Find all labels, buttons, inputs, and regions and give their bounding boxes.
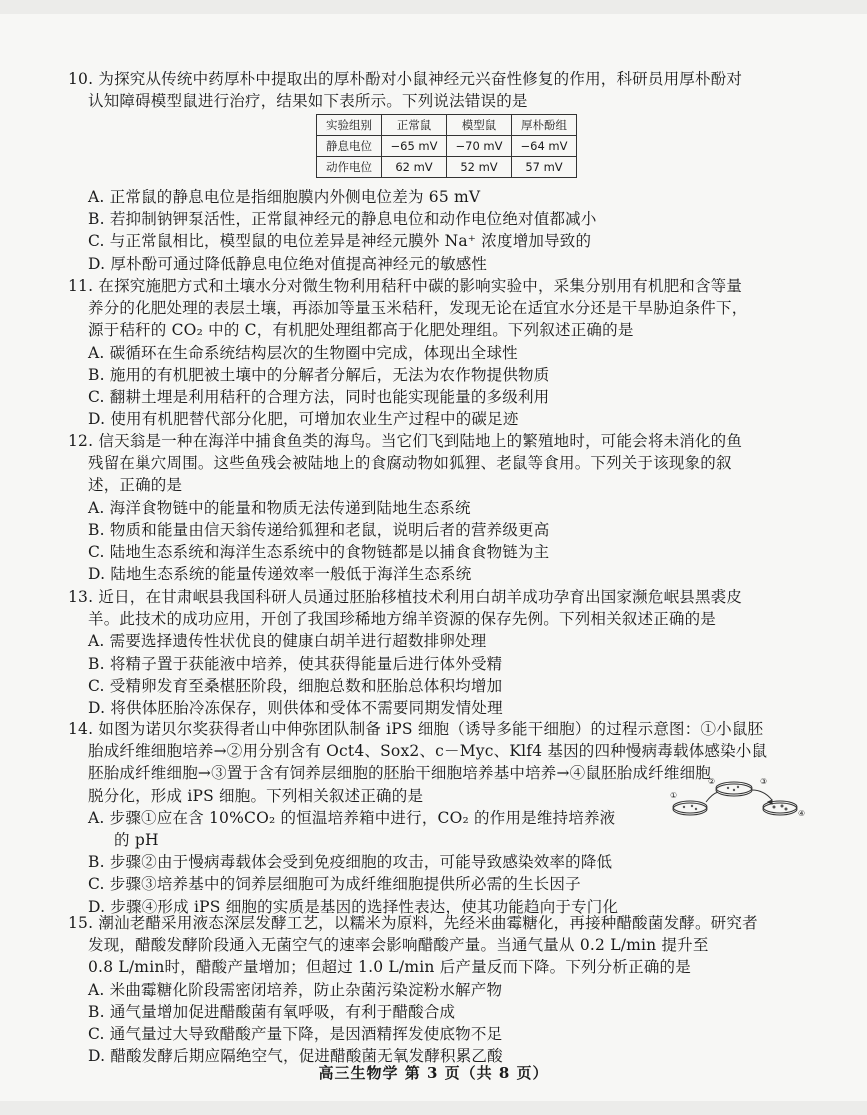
table-cell: −64 mV xyxy=(512,136,577,157)
option-b[interactable]: B. 通气量增加促进醋酸菌有氧呼吸，有利于醋酸合成 xyxy=(88,1002,456,1021)
option-c[interactable]: C. 受精卵发育至桑椹胚阶段，细胞总数和胚胎总体积均增加 xyxy=(88,676,503,695)
option-d[interactable]: D. 使用有机肥替代部分化肥，可增加农业生产过程中的碳足迹 xyxy=(88,410,519,429)
q14-stem-line: 胚胎成纤维细胞→③置于含有饲养层细胞的胚胎干细胞培养基中培养→④鼠胚胎成纤维细胞 xyxy=(88,764,711,783)
scan-edge-bottom xyxy=(0,1101,867,1115)
q11-stem-line: 源于秸秆的 CO₂ 中的 C，有机肥处理组都高于化肥处理组。下列叙述正确的是 xyxy=(88,321,634,340)
table-cell: 57 mV xyxy=(512,157,577,178)
question-11 xyxy=(68,275,808,430)
arrow-1 xyxy=(706,792,718,802)
q10-options xyxy=(88,186,808,275)
option-d[interactable]: D. 步骤④形成 iPS 细胞的实质是基因的选择性表达，使其功能趋向于专门化 xyxy=(88,897,619,916)
option-c[interactable]: C. 通气量过大导致醋酸产量下降，是因酒精挥发使底物不足 xyxy=(88,1025,503,1044)
option-d[interactable]: D. 醋酸发酵后期应隔绝空气，促进醋酸菌无氧发酵积累乙酸 xyxy=(88,1047,503,1066)
table-cell: 实验组别 xyxy=(317,115,382,136)
option-a-continued: 的 pH xyxy=(114,831,159,850)
option-c[interactable]: C. 翻耕土埋是利用秸秆的合理方法，同时也能实现能量的多级利用 xyxy=(88,388,550,407)
q11-stem-line: 11. 在探究施肥方式和土壤水分对微生物利用秸秆中碳的影响实验中，采集分别用有机肥和含等量 xyxy=(68,277,743,295)
q15-stem-line: 15. 潮汕老醋采用液态深层发酵工艺，以糯米为原料，先经米曲霉糖化，再接种醋酸菌发酵。研究者 xyxy=(68,914,758,932)
option-b[interactable]: B. 步骤②由于慢病毒载体会受到免疫细胞的攻击，可能导致感染效率的降低 xyxy=(88,853,613,872)
table-cell: −70 mV xyxy=(447,136,512,157)
step-label: ③ xyxy=(760,777,768,786)
q14-stem-line: 脱分化，形成 iPS 细胞。下列相关叙述正确的是 xyxy=(88,786,424,805)
scan-edge-top xyxy=(0,0,867,14)
arrow-2 xyxy=(752,790,772,800)
q15-stem-line: 0.8 L/min时，醋酸产量增加；但超过 1.0 L/min 后产量反而下降。下列分析正确的是 xyxy=(88,958,691,977)
table-cell: 静息电位 xyxy=(317,136,382,157)
option-c[interactable]: C. 步骤③培养基中的饲养层细胞可为成纤维细胞提供所必需的生长因子 xyxy=(88,875,581,894)
arrowhead-icon xyxy=(768,800,772,804)
option-b[interactable]: B. 将精子置于获能液中培养，使其获得能量后进行体外受精 xyxy=(88,654,503,673)
option-a[interactable]: A. 海洋食物链中的能量和物质无法传递到陆地生态系统 xyxy=(88,498,471,517)
question-10 xyxy=(68,68,808,112)
page-footer: 高三生物学 第 3 页（共 8 页） xyxy=(318,1064,549,1082)
step-label: ④ xyxy=(798,809,806,818)
option-a[interactable]: A. 需要选择遗传性状优良的健康白胡羊进行超数排卵处理 xyxy=(88,632,487,651)
option-c[interactable]: C. 与正常鼠相比，模型鼠的电位差异是神经元膜外 Na⁺ 浓度增加导致的 xyxy=(88,232,592,251)
option-a[interactable]: A. 正常鼠的静息电位是指细胞膜内外侧电位差为 65 mV xyxy=(88,188,481,206)
table-cell: 62 mV xyxy=(382,157,447,178)
q10-data-table xyxy=(316,114,577,178)
table-cell: 动作电位 xyxy=(317,157,382,178)
option-a[interactable]: A. 米曲霉糖化阶段需密闭培养，防止杂菌污染淀粉水解产物 xyxy=(88,980,503,999)
question-13 xyxy=(68,586,808,719)
q12-stem-line: 述，正确的是 xyxy=(88,476,183,495)
q10-stem-line: 认知障碍模型鼠进行治疗，结果如下表所示。下列说法错误的是 xyxy=(88,92,528,111)
q12-stem-line: 12. 信天翁是一种在海洋中捕食鱼类的海鸟。当它们飞到陆地上的繁殖地时，可能会将未消化的鱼 xyxy=(68,432,743,450)
option-b[interactable]: B. 物质和能量由信天翁传递给狐狸和老鼠，说明后者的营养级更高 xyxy=(88,520,550,539)
option-a[interactable]: A. 步骤①应在含 10%CO₂ 的恒温培养箱中进行，CO₂ 的作用是维持培养液 xyxy=(88,808,616,827)
table-cell: 52 mV xyxy=(447,157,512,178)
table-cell: 模型鼠 xyxy=(447,115,512,136)
question-12 xyxy=(68,430,808,585)
option-a[interactable]: A. 碳循环在生命系统结构层次的生物圈中完成，体现出全球性 xyxy=(88,343,518,362)
option-d[interactable]: D. 厚朴酚可通过降低静息电位绝对值提高神经元的敏感性 xyxy=(88,254,488,273)
q15-stem-line: 发现，醋酸发酵阶段通入无菌空气的速率会影响醋酸产量。当通气量从 0.2 L/min 提升至 xyxy=(88,936,709,955)
q14-stem-line: 胎成纤维细胞培养→②用分别含有 Oct4、Sox2、c－Myc、Klf4 基因的四种慢病毒载体感染小鼠 xyxy=(88,742,768,761)
table-row xyxy=(317,136,577,157)
table-cell: 正常鼠 xyxy=(382,115,447,136)
option-b[interactable]: B. 施用的有机肥被土壤中的分解者分解后，无法为农作物提供物质 xyxy=(88,365,550,384)
step-label: ② xyxy=(708,777,716,786)
table-header-row xyxy=(317,115,577,136)
cell-culture-figure xyxy=(668,776,808,822)
step-label: ① xyxy=(670,791,678,800)
q14-stem-line: 14. 如图为诺贝尔奖获得者山中伸弥团队制备 iPS 细胞（诱导多能干细胞）的过程示意图：①小鼠胚 xyxy=(68,720,764,738)
q10-stem-line: 10. 为探究从传统中药厚朴中提取出的厚朴酚对小鼠神经元兴奋性修复的作用，科研员用厚朴酚对 xyxy=(68,70,743,88)
q11-stem-line: 养分的化肥处理的表层土壤，再添加等量玉米秸秆，发现无论在适宜水分还是干旱胁迫条件下， xyxy=(88,299,748,318)
q12-stem-line: 残留在巢穴周围。这些鱼残会被陆地上的食腐动物如狐狸、老鼠等食用。下列关于该现象的叙 xyxy=(88,454,732,473)
table-cell: 厚朴酚组 xyxy=(512,115,577,136)
table-row xyxy=(317,157,577,178)
table-cell: −65 mV xyxy=(382,136,447,157)
option-c[interactable]: C. 陆地生态系统和海洋生态系统中的食物链都是以捕食食物链为主 xyxy=(88,543,550,562)
q13-stem-line: 羊。此技术的成功应用，开创了我国珍稀地方绵羊资源的保存先例。下列相关叙述正确的是 xyxy=(88,610,717,629)
question-15 xyxy=(68,912,808,1067)
q13-stem-line: 13. 近日，在甘肃岷县我国科研人员通过胚胎移植技术利用白胡羊成功孕育出国家濒危岷县黑裘皮 xyxy=(68,588,743,606)
option-b[interactable]: B. 若抑制钠钾泵活性，正常鼠神经元的静息电位和动作电位绝对值都减小 xyxy=(88,210,597,229)
option-d[interactable]: D. 将供体胚胎冷冻保存，则供体和受体不需要同期发情处理 xyxy=(88,699,503,718)
option-d[interactable]: D. 陆地生态系统的能量传递效率一般低于海洋生态系统 xyxy=(88,565,472,584)
